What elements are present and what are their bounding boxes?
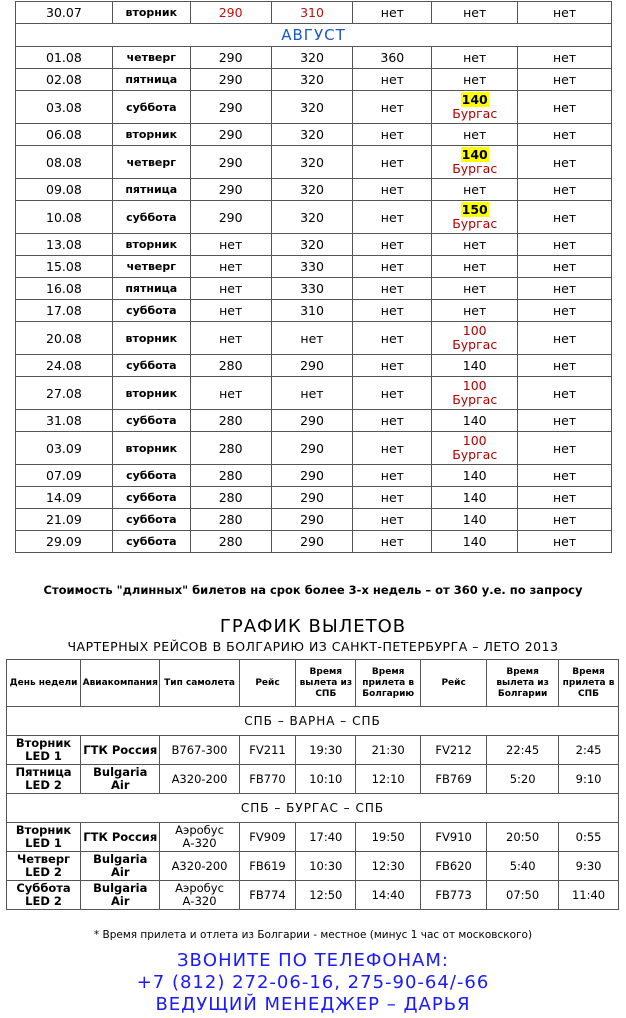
- price-cell-c2: нет: [271, 322, 353, 355]
- price-cell-c4: нет: [432, 124, 518, 146]
- price-cell-c1: 280: [190, 487, 271, 509]
- price-cell-c5: нет: [518, 410, 612, 432]
- section-row: [7, 794, 619, 823]
- price-cell-c5: нет: [518, 146, 612, 179]
- price-cell-c1: 290: [190, 124, 271, 146]
- price-cell-day: вторник: [112, 432, 190, 465]
- price-cell-date: 08.08: [16, 146, 113, 179]
- price-cell-day: вторник: [112, 322, 190, 355]
- month-row: [16, 24, 612, 47]
- price-cell-c3: нет: [353, 278, 432, 300]
- price-row: [16, 531, 612, 553]
- schedule-cell: A320-200: [160, 765, 239, 794]
- price-cell-c4: 140: [432, 487, 518, 509]
- price-cell-day: суббота: [112, 410, 190, 432]
- schedule-cell: FB770: [239, 765, 296, 794]
- price-cell-date: 14.09: [16, 487, 113, 509]
- price-cell-date: 15.08: [16, 256, 113, 278]
- price-cell-c4: нет: [432, 69, 518, 91]
- price-cell-c1: 280: [190, 355, 271, 377]
- schedule-cell: 07:50: [487, 881, 559, 910]
- price-cell-date: 16.08: [16, 278, 113, 300]
- price-cell-c1: нет: [190, 256, 271, 278]
- price-cell-day: пятница: [112, 69, 190, 91]
- price-cell-c1: 290: [190, 2, 271, 24]
- destination-label: Бургас: [452, 337, 498, 352]
- price-cell-c3: нет: [353, 355, 432, 377]
- price-cell-c5: нет: [518, 47, 612, 69]
- schedule-cell: FV909: [239, 823, 296, 852]
- price-cell-c3: нет: [353, 487, 432, 509]
- schedule-cell: 9:30: [559, 852, 619, 881]
- destination-label: Бургас: [452, 161, 498, 176]
- call-heading: ЗВОНИТЕ ПО ТЕЛЕФОНАМ:: [177, 950, 449, 971]
- price-cell-day: суббота: [112, 355, 190, 377]
- schedule-header-cell: Время вылета из СПБ: [296, 660, 356, 707]
- price-cell-date: 31.08: [16, 410, 113, 432]
- schedule-header-cell: Время прилета в СПБ: [559, 660, 619, 707]
- destination-label: Бургас: [452, 447, 498, 462]
- price-cell-c4: 140: [432, 410, 518, 432]
- price-cell-date: 01.08: [16, 47, 113, 69]
- price-cell-c5: нет: [518, 278, 612, 300]
- price-cell-c2: 320: [271, 47, 353, 69]
- price-cell-c3: нет: [353, 465, 432, 487]
- price-cell-date: 09.08: [16, 179, 113, 201]
- price-cell-c5: нет: [518, 377, 612, 410]
- schedule-cell: 19:30: [296, 736, 356, 765]
- price-cell-date: 03.08: [16, 91, 113, 124]
- price-cell-c3: нет: [353, 69, 432, 91]
- price-cell-date: 24.08: [16, 355, 113, 377]
- price-row: [16, 91, 612, 124]
- price-cell-c2: 310: [271, 2, 353, 24]
- price-cell-c2: 320: [271, 91, 353, 124]
- price-cell-c4: 140: [432, 509, 518, 531]
- price-cell-c1: 290: [190, 91, 271, 124]
- schedule-cell: 22:45: [487, 736, 559, 765]
- schedule-cell: ГТК Россия: [81, 736, 160, 765]
- price-cell-day: суббота: [112, 487, 190, 509]
- price-cell-day: вторник: [112, 2, 190, 24]
- schedule-cell: 14:40: [356, 881, 421, 910]
- schedule-cell: 12:30: [356, 852, 421, 881]
- price-row: [16, 69, 612, 91]
- price-cell-c4: 140: [432, 465, 518, 487]
- price-cell-date: 27.08: [16, 377, 113, 410]
- section-title: СПБ – ВАРНА – СПБ: [7, 707, 619, 736]
- price-cell-day: четверг: [112, 146, 190, 179]
- price-cell-c5: нет: [518, 509, 612, 531]
- schedule-cell: Аэробус А-320: [160, 881, 239, 910]
- schedule-header-cell: Рейс: [239, 660, 296, 707]
- schedule-cell: FV212: [421, 736, 487, 765]
- schedule-header-cell: День недели: [7, 660, 81, 707]
- price-row: [16, 377, 612, 410]
- price-cell-c2: 290: [271, 487, 353, 509]
- price-cell-c3: нет: [353, 2, 432, 24]
- price-cell-day: вторник: [112, 377, 190, 410]
- price-cell-c3: нет: [353, 432, 432, 465]
- destination-label: Бургас: [452, 106, 498, 121]
- price-cell-c5: нет: [518, 465, 612, 487]
- price-cell-c3: нет: [353, 410, 432, 432]
- schedule-cell: FV910: [421, 823, 487, 852]
- price-cell-day: четверг: [112, 256, 190, 278]
- price-cell-c5: нет: [518, 179, 612, 201]
- price-value: 100: [462, 378, 487, 393]
- schedule-cell: A320-200: [160, 852, 239, 881]
- price-cell-c1: нет: [190, 322, 271, 355]
- schedule-cell: 20:50: [487, 823, 559, 852]
- price-cell-c2: 320: [271, 201, 353, 234]
- schedule-title: ГРАФИК ВЫЛЕТОВ: [219, 616, 407, 637]
- price-row: [16, 256, 612, 278]
- schedule-cell: 10:10: [296, 765, 356, 794]
- price-row: [16, 432, 612, 465]
- schedule-cell: FB773: [421, 881, 487, 910]
- price-cell-c4: нет: [432, 278, 518, 300]
- price-cell-c1: 290: [190, 201, 271, 234]
- price-cell-c5: нет: [518, 124, 612, 146]
- price-cell-c3: 360: [353, 47, 432, 69]
- schedule-cell: ГТК Россия: [81, 823, 160, 852]
- price-value: 140: [461, 147, 488, 162]
- price-cell-c1: 280: [190, 531, 271, 553]
- price-row: [16, 300, 612, 322]
- price-cell-day: суббота: [112, 465, 190, 487]
- price-value: 100: [462, 433, 487, 448]
- schedule-cell: Суббота LED 2: [7, 881, 81, 910]
- price-cell-c5: нет: [518, 355, 612, 377]
- price-cell-c2: 330: [271, 256, 353, 278]
- price-cell-c3: нет: [353, 531, 432, 553]
- schedule-cell: 5:40: [487, 852, 559, 881]
- schedule-cell: Bulgaria Air: [81, 765, 160, 794]
- price-cell-c1: нет: [190, 234, 271, 256]
- schedule-cell: 11:40: [559, 881, 619, 910]
- schedule-row: [7, 765, 619, 794]
- schedule-cell: Четверг LED 2: [7, 852, 81, 881]
- price-row: [16, 355, 612, 377]
- price-cell-c4: нет: [432, 2, 518, 24]
- price-row: [16, 509, 612, 531]
- price-cell-c5: нет: [518, 432, 612, 465]
- schedule-subtitle: ЧАРТЕРНЫХ РЕЙСОВ В БОЛГАРИЮ ИЗ САНКТ-ПЕТЕРБУРГА – ЛЕТО 2013: [67, 639, 559, 654]
- price-cell-c3: нет: [353, 146, 432, 179]
- price-cell-day: вторник: [112, 124, 190, 146]
- price-cell-c1: 290: [190, 47, 271, 69]
- price-cell-c1: нет: [190, 377, 271, 410]
- price-value: 140: [461, 92, 488, 107]
- section-title: СПБ – БУРГАС – СПБ: [7, 794, 619, 823]
- price-cell-c3: нет: [353, 300, 432, 322]
- schedule-cell: 19:50: [356, 823, 421, 852]
- price-cell-day: суббота: [112, 509, 190, 531]
- schedule-cell: Вторник LED 1: [7, 736, 81, 765]
- price-cell-c4: [432, 432, 518, 465]
- price-cell-c4: [432, 377, 518, 410]
- price-cell-c4: нет: [432, 234, 518, 256]
- price-cell-c1: 290: [190, 69, 271, 91]
- footnote: * Время прилета и отлета из Болгарии - местное (минус 1 час от московского): [93, 929, 533, 941]
- schedule-table: [6, 659, 619, 910]
- price-cell-c2: 320: [271, 234, 353, 256]
- month-label: АВГУСТ: [16, 24, 612, 47]
- schedule-header-cell: Время вылета из Болгарии: [487, 660, 559, 707]
- schedule-cell: FB769: [421, 765, 487, 794]
- phone-numbers: +7 (812) 272-06-16, 275-90-64/-66: [136, 972, 490, 993]
- price-cell-c4: нет: [432, 47, 518, 69]
- price-cell-day: пятница: [112, 179, 190, 201]
- price-cell-c1: 280: [190, 509, 271, 531]
- price-cell-c5: нет: [518, 487, 612, 509]
- price-cell-c5: нет: [518, 322, 612, 355]
- schedule-row: [7, 736, 619, 765]
- price-row: [16, 201, 612, 234]
- price-cell-day: четверг: [112, 47, 190, 69]
- schedule-row: [7, 881, 619, 910]
- schedule-cell: FB774: [239, 881, 296, 910]
- price-row: [16, 410, 612, 432]
- price-cell-c3: нет: [353, 234, 432, 256]
- price-cell-c4: [432, 91, 518, 124]
- price-cell-c2: 330: [271, 278, 353, 300]
- schedule-cell: 0:55: [559, 823, 619, 852]
- schedule-cell: Аэробус А-320: [160, 823, 239, 852]
- price-cell-c3: нет: [353, 509, 432, 531]
- price-cell-c1: нет: [190, 278, 271, 300]
- manager-name: ВЕДУЩИЙ МЕНЕДЖЕР – ДАРЬЯ: [155, 994, 471, 1015]
- schedule-cell: FB619: [239, 852, 296, 881]
- price-row: [16, 234, 612, 256]
- price-cell-date: 03.09: [16, 432, 113, 465]
- schedule-cell: B767-300: [160, 736, 239, 765]
- price-cell-c3: нет: [353, 377, 432, 410]
- price-cell-c1: 290: [190, 179, 271, 201]
- price-cell-day: суббота: [112, 531, 190, 553]
- price-row: [16, 2, 612, 24]
- price-cell-c3: нет: [353, 256, 432, 278]
- schedule-header-row: [7, 660, 619, 707]
- price-cell-c5: нет: [518, 300, 612, 322]
- price-cell-date: 20.08: [16, 322, 113, 355]
- price-cell-c1: нет: [190, 300, 271, 322]
- price-row: [16, 487, 612, 509]
- schedule-cell: FB620: [421, 852, 487, 881]
- price-cell-c4: [432, 322, 518, 355]
- price-cell-c4: нет: [432, 300, 518, 322]
- price-cell-c4: [432, 201, 518, 234]
- price-row: [16, 278, 612, 300]
- long-ticket-note: Стоимость "длинных" билетов на срок более 3-х недель – от 360 у.е. по запросу: [43, 583, 583, 597]
- schedule-header-cell: Рейс: [421, 660, 487, 707]
- price-cell-c4: [432, 146, 518, 179]
- schedule-cell: 2:45: [559, 736, 619, 765]
- schedule-cell: 12:10: [356, 765, 421, 794]
- price-table: [15, 1, 612, 553]
- schedule-cell: Bulgaria Air: [81, 852, 160, 881]
- price-row: [16, 179, 612, 201]
- destination-label: Бургас: [452, 216, 498, 231]
- price-cell-day: суббота: [112, 201, 190, 234]
- price-cell-c2: 290: [271, 531, 353, 553]
- price-value: 100: [462, 323, 487, 338]
- price-cell-c2: 290: [271, 355, 353, 377]
- price-cell-c2: 320: [271, 179, 353, 201]
- price-cell-c2: 290: [271, 509, 353, 531]
- price-cell-date: 30.07: [16, 2, 113, 24]
- price-cell-date: 06.08: [16, 124, 113, 146]
- price-cell-day: пятница: [112, 278, 190, 300]
- price-cell-date: 29.09: [16, 531, 113, 553]
- price-cell-date: 10.08: [16, 201, 113, 234]
- price-cell-c1: 280: [190, 432, 271, 465]
- price-cell-c2: нет: [271, 377, 353, 410]
- schedule-cell: Пятница LED 2: [7, 765, 81, 794]
- price-row: [16, 124, 612, 146]
- price-cell-c4: 140: [432, 355, 518, 377]
- price-cell-c2: 320: [271, 146, 353, 179]
- price-cell-c2: 320: [271, 124, 353, 146]
- price-value: 150: [461, 202, 488, 217]
- price-cell-date: 17.08: [16, 300, 113, 322]
- price-cell-c2: 290: [271, 465, 353, 487]
- price-cell-c1: 290: [190, 146, 271, 179]
- price-cell-c5: нет: [518, 201, 612, 234]
- price-cell-c5: нет: [518, 256, 612, 278]
- price-cell-c2: 320: [271, 69, 353, 91]
- price-cell-date: 07.09: [16, 465, 113, 487]
- price-cell-c3: нет: [353, 124, 432, 146]
- schedule-cell: 21:30: [356, 736, 421, 765]
- price-row: [16, 146, 612, 179]
- price-cell-date: 13.08: [16, 234, 113, 256]
- price-cell-c2: 290: [271, 432, 353, 465]
- price-cell-c4: 140: [432, 531, 518, 553]
- price-cell-c5: нет: [518, 69, 612, 91]
- price-cell-date: 02.08: [16, 69, 113, 91]
- price-cell-c3: нет: [353, 201, 432, 234]
- price-cell-c5: нет: [518, 234, 612, 256]
- schedule-row: [7, 852, 619, 881]
- schedule-header-cell: Авиакомпания: [81, 660, 160, 707]
- price-cell-c1: 280: [190, 410, 271, 432]
- destination-label: Бургас: [452, 392, 498, 407]
- schedule-cell: FV211: [239, 736, 296, 765]
- schedule-cell: Bulgaria Air: [81, 881, 160, 910]
- price-cell-c2: 310: [271, 300, 353, 322]
- section-row: [7, 707, 619, 736]
- price-row: [16, 322, 612, 355]
- price-cell-day: суббота: [112, 300, 190, 322]
- schedule-cell: Вторник LED 1: [7, 823, 81, 852]
- price-cell-day: вторник: [112, 234, 190, 256]
- schedule-cell: 5:20: [487, 765, 559, 794]
- price-cell-c2: 290: [271, 410, 353, 432]
- schedule-cell: 17:40: [296, 823, 356, 852]
- price-cell-c5: нет: [518, 531, 612, 553]
- schedule-header-cell: Время прилета в Болгарию: [356, 660, 421, 707]
- schedule-header-cell: Тип самолета: [160, 660, 239, 707]
- price-cell-c1: 280: [190, 465, 271, 487]
- price-row: [16, 465, 612, 487]
- schedule-row: [7, 823, 619, 852]
- schedule-cell: 10:30: [296, 852, 356, 881]
- schedule-cell: 12:50: [296, 881, 356, 910]
- price-cell-c5: нет: [518, 91, 612, 124]
- price-cell-c5: нет: [518, 2, 612, 24]
- schedule-cell: 9:10: [559, 765, 619, 794]
- price-cell-c3: нет: [353, 91, 432, 124]
- price-cell-c4: нет: [432, 179, 518, 201]
- price-cell-date: 21.09: [16, 509, 113, 531]
- price-cell-c3: нет: [353, 322, 432, 355]
- price-row: [16, 47, 612, 69]
- price-cell-c4: нет: [432, 256, 518, 278]
- price-cell-c3: нет: [353, 179, 432, 201]
- price-cell-day: суббота: [112, 91, 190, 124]
